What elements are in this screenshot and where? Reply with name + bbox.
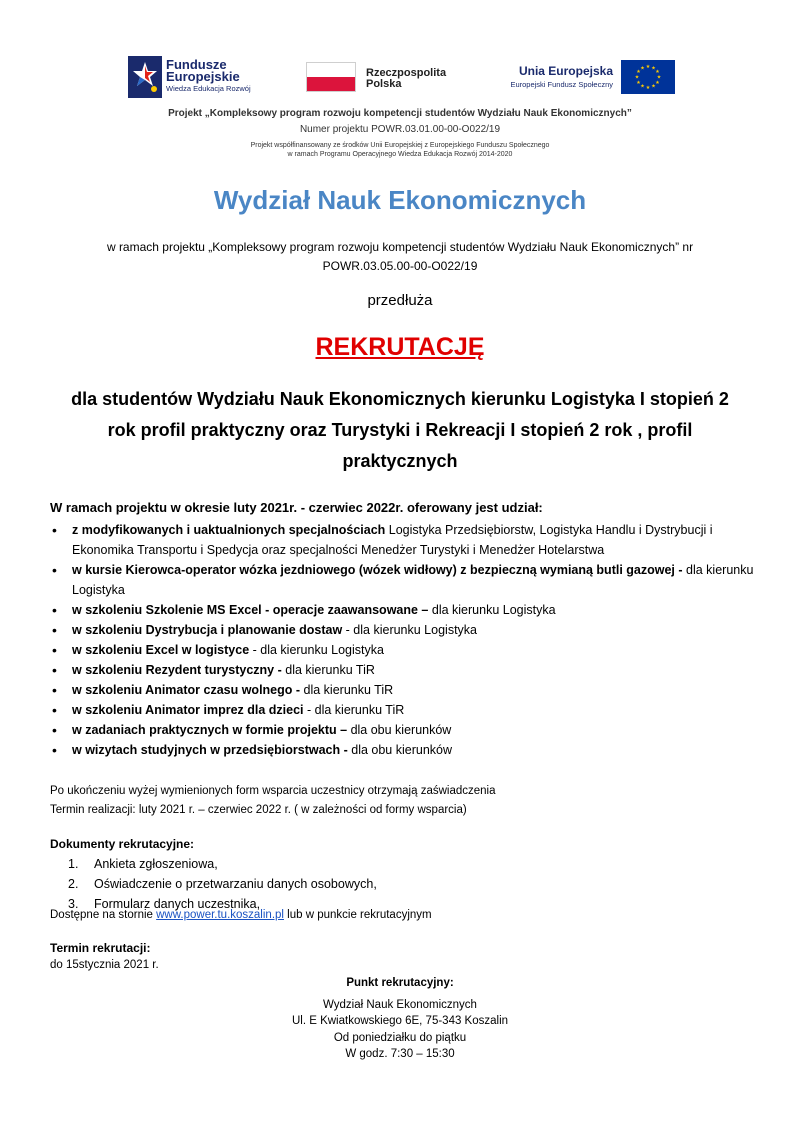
deadline-heading: Termin rekrutacji: bbox=[50, 941, 151, 955]
recruitment-point bbox=[0, 975, 800, 1063]
available-suffix: lub w punkcie rekrutacyjnym bbox=[283, 909, 432, 921]
offer-item-rest: dla obu kierunków bbox=[347, 723, 452, 737]
offer-item-rest: dla kierunku TiR bbox=[281, 663, 375, 677]
svg-text:★: ★ bbox=[655, 80, 660, 86]
list-item bbox=[50, 600, 765, 620]
fundusze-europejskie-logo bbox=[128, 56, 278, 100]
list-item bbox=[50, 700, 765, 720]
target-audience: dla studentów Wydziału Nauk Ekonomicznych kierunku Logistyka I stopień 2 rok profil praktyczny oraz Turystyki i Rekreacji I stopień 2 rok , profil praktycznych bbox=[71, 389, 729, 471]
svg-text:★: ★ bbox=[634, 74, 640, 81]
offer-item-bold: w szkoleniu Excel w logistyce bbox=[72, 643, 250, 657]
doc-number: 1. bbox=[68, 857, 79, 871]
offer-item-rest: Logistyka Przedsiębiorstw, Logistyka Handlu i Dystrybucji i Ekonomika Transportu i Spedycja oraz specjalności Menedżer Turystyki i Menedżer Hotelarstwa bbox=[72, 523, 713, 557]
svg-text:★: ★ bbox=[636, 69, 641, 75]
list-item bbox=[50, 560, 765, 600]
offer-intro: W ramach projektu w okresie luty 2021r. - czerwiec 2022r. oferowany jest udział: bbox=[50, 500, 543, 515]
svg-text:★: ★ bbox=[640, 83, 645, 90]
recruitment-point-line1: Wydział Nauk Ekonomicznych bbox=[323, 998, 477, 1011]
offer-item-rest: - dla kierunku Logistyka bbox=[249, 643, 384, 657]
list-item bbox=[50, 720, 765, 740]
offer-item-rest: dla kierunku Logistyka bbox=[72, 563, 754, 597]
offer-item-bold: w kursie Kierowca-operator wózka jezdniowego (wózek widłowy) z bezpieczną wymianą butli gazowej - bbox=[72, 563, 683, 577]
offer-item-bold: z modyfikowanych i uaktualnionych specjalnościach bbox=[72, 523, 386, 537]
offer-item-bold: w szkoleniu Szkolenie MS Excel - operacje zaawansowane – bbox=[72, 603, 429, 617]
list-item bbox=[50, 740, 765, 760]
list-item bbox=[50, 680, 765, 700]
offer-item-bold: w szkoleniu Rezydent turystyczny - bbox=[72, 663, 282, 677]
recruitment-heading: REKRUTACJĘ bbox=[315, 333, 485, 361]
offer-item-rest: dla kierunku Logistyka bbox=[428, 603, 556, 617]
rp-line2: Polska bbox=[366, 78, 402, 90]
faculty-heading: Wydział Nauk Ekonomicznych bbox=[213, 185, 587, 215]
svg-text:★: ★ bbox=[655, 69, 660, 75]
offer-list bbox=[50, 520, 765, 760]
rzeczpospolita-polska-logo bbox=[306, 62, 466, 96]
doc-text: Formularz danych uczestnika, bbox=[94, 897, 261, 911]
offer-item-bold: w szkoleniu Animator imprez dla dzieci bbox=[72, 703, 304, 717]
project-title: Projekt „Kompleksowy program rozwoju kompetencji studentów Wydziału Nauk Ekonomicznych” bbox=[168, 108, 632, 119]
polish-flag-icon bbox=[306, 62, 356, 92]
fe-star-icon bbox=[128, 56, 162, 98]
documents-list bbox=[68, 854, 377, 914]
offer-item-bold: w szkoleniu Animator czasu wolnego - bbox=[72, 683, 301, 697]
cofinance-line1: Projekt współfinansowany ze środków Unii Europejskiej z Europejskiego Funduszu Społecznego bbox=[250, 142, 550, 149]
unia-europejska-logo bbox=[505, 60, 675, 96]
deadline-value: do 15stycznia 2021 r. bbox=[50, 959, 159, 971]
power-website-link[interactable]: www.power.tu.koszalin.pl bbox=[156, 909, 284, 921]
summary-line2: Termin realizacji: luty 2021 r. – czerwiec 2022 r. ( w zależności od formy wsparcia) bbox=[50, 804, 467, 816]
project-number: Numer projektu POWR.03.01.00-00-O022/19 bbox=[299, 124, 501, 135]
recruitment-point-heading: Punkt rekrutacyjny: bbox=[346, 977, 454, 989]
recruitment-point-line4: W godz. 7:30 – 15:30 bbox=[345, 1048, 455, 1060]
list-item bbox=[50, 620, 765, 640]
offer-item-bold: w zadaniach praktycznych w formie projektu – bbox=[72, 723, 348, 737]
logo-bar bbox=[0, 56, 800, 102]
intro-text: w ramach projektu „Kompleksowy program rozwoju kompetencji studentów Wydziału Nauk Ekonomicznych” nr POWR.03.05.00-00-O022/19 bbox=[106, 240, 694, 273]
svg-text:★: ★ bbox=[651, 65, 656, 72]
available-info bbox=[50, 909, 432, 921]
offer-item-bold: w szkoleniu Dystrybucja i planowanie dostaw bbox=[72, 623, 343, 637]
recruitment-point-line3: Od poniedziałku do piątku bbox=[333, 1031, 467, 1044]
fe-line2: Europejskie bbox=[166, 69, 240, 84]
offer-item-rest: - dla kierunku TiR bbox=[303, 703, 405, 717]
extends-text: przedłuża bbox=[367, 292, 433, 309]
doc-number: 3. bbox=[68, 897, 79, 911]
list-item bbox=[50, 520, 765, 560]
eu-flag-icon bbox=[621, 60, 675, 94]
offer-item-bold: w wizytach studyjnych w przedsiębiorstwach - bbox=[72, 743, 348, 757]
summary bbox=[50, 782, 770, 820]
fe-line3: Wiedza Edukacja Rozwój bbox=[166, 84, 251, 93]
svg-text:★: ★ bbox=[645, 85, 651, 91]
svg-text:★: ★ bbox=[656, 74, 662, 81]
svg-text:★: ★ bbox=[636, 80, 641, 86]
available-prefix: Dostępne na stornie bbox=[50, 909, 157, 921]
ue-line2: Europejski Fundusz Społeczny bbox=[510, 80, 613, 89]
project-cofinance bbox=[0, 141, 800, 159]
documents-heading: Dokumenty rekrutacyjne: bbox=[50, 837, 195, 851]
list-item bbox=[50, 640, 765, 660]
recruitment-point-line2: Ul. E Kwiatkowskiego 6E, 75-343 Koszalin bbox=[291, 1015, 509, 1027]
list-item bbox=[50, 660, 765, 680]
cofinance-line2: w ramach Programu Operacyjnego Wiedza Edukacja Rozwój 2014-2020 bbox=[287, 151, 513, 158]
offer-item-rest: dla kierunku TiR bbox=[300, 683, 394, 697]
fe-line1: Fundusze bbox=[166, 57, 227, 72]
doc-number: 2. bbox=[68, 877, 79, 891]
offer-item-rest: - dla kierunku Logistyka bbox=[342, 623, 477, 637]
doc-text: Ankieta zgłoszeniowa, bbox=[94, 857, 218, 871]
doc-text: Oświadczenie o przetwarzaniu danych osobowych, bbox=[94, 877, 377, 891]
list-item bbox=[68, 854, 377, 874]
list-item bbox=[68, 874, 377, 894]
ue-line1: Unia Europejska bbox=[518, 64, 613, 78]
summary-line1: Po ukończeniu wyżej wymienionych form wsparcia uczestnicy otrzymają zaświadczenia bbox=[50, 785, 496, 797]
svg-text:★: ★ bbox=[651, 83, 656, 90]
svg-text:★: ★ bbox=[640, 65, 645, 72]
svg-text:★: ★ bbox=[645, 64, 651, 70]
offer-item-rest: dla obu kierunków bbox=[347, 743, 452, 757]
rp-line1: Rzeczpospolita bbox=[366, 67, 447, 79]
